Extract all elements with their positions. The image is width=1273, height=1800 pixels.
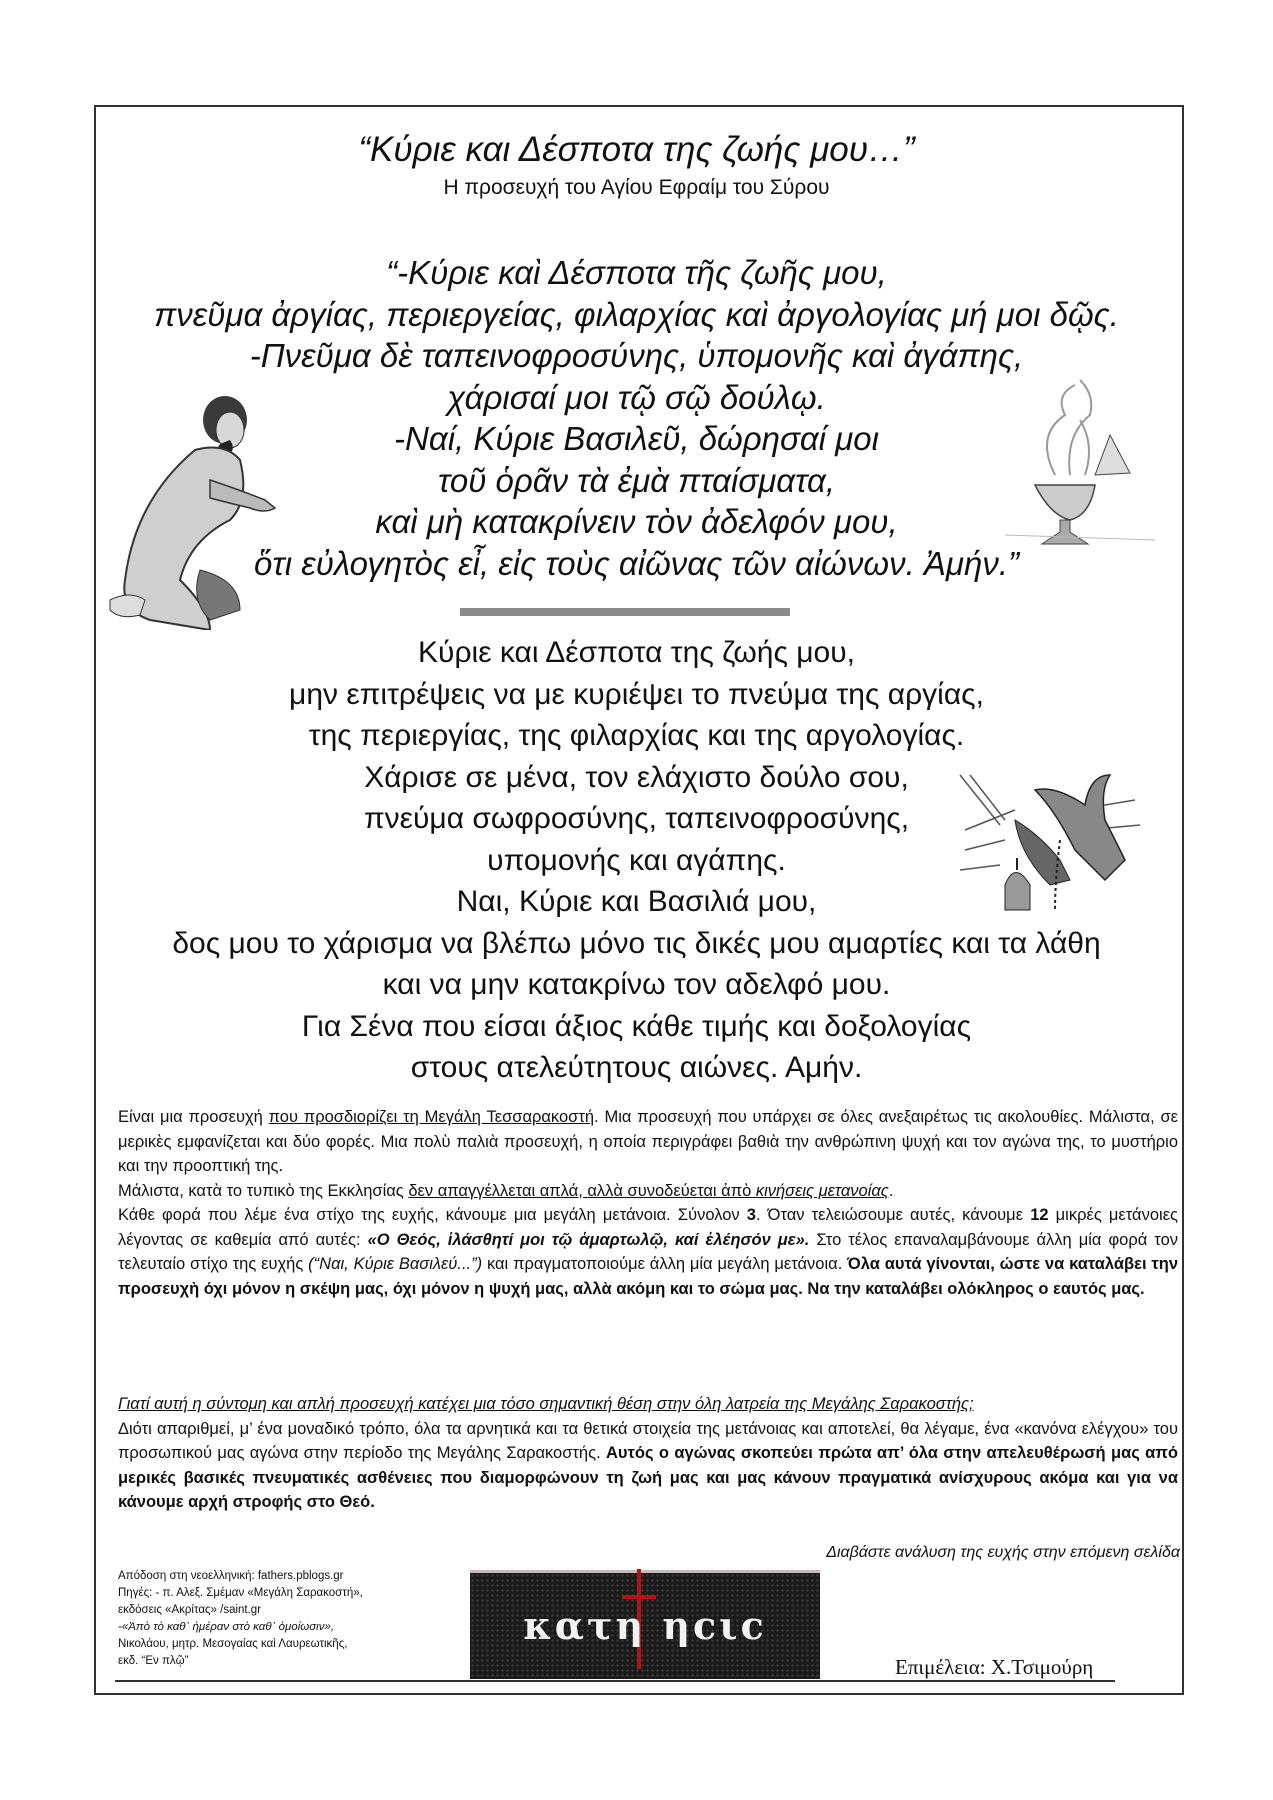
modern-prayer-line: στους ατελεύτητους αιώνες. Αμήν. bbox=[410, 1051, 863, 1084]
modern-prayer-line: Κύριε και Δέσποτα της ζωής μου, bbox=[418, 636, 855, 669]
text-run: και πραγματοποιούμε άλλη μία μεγάλη μετάνοια. bbox=[482, 1255, 848, 1273]
credit-line: Απόδοση στη νεοελληνική: fathers.pblogs.gr bbox=[118, 1570, 344, 1582]
modern-prayer-line: δος μου το χάρισμα να βλέπω μόνο τις δικές μου αμαρτίες και τα λάθη bbox=[172, 926, 1101, 960]
modern-prayer-line: Ναι, Κύριε και Βασιλιά μου, bbox=[456, 885, 817, 918]
credit-line: -«Ἀπὸ τὸ καθ᾽ ἡμέραν στὸ καθ᾽ ὁμοίωσιν», bbox=[118, 1621, 335, 1633]
text-run: . bbox=[888, 1181, 894, 1200]
text-run: Μάλιστα, κατὰ το τυπικὸ της Εκκλησίας bbox=[118, 1181, 409, 1200]
modern-prayer-line: Χάρισε σε μένα, τον ελάχιστο δούλο σου, bbox=[364, 760, 909, 794]
bold-number: 12 bbox=[1030, 1206, 1049, 1224]
text-run: . Όταν τελειώσουμε αυτές, κάνουμε bbox=[755, 1206, 1031, 1224]
underlined-italic-text: κινήσεις μετανοίας bbox=[755, 1181, 889, 1200]
bold-text: Όλα αυτά γίνονται, ώστε να καταλάβει την προσευχὴ όχι μόνον η σκέψη μας, όχι μόνον η ψυχή μας, αλλὰ ακόμη και το σώμα μας. Να την καταλάβει ολόκληρος ο εαυτός μας. bbox=[118, 1255, 1178, 1298]
text-run: . Μια προσευχή που υπάρχει σε όλες ανεξαιρέτως τις ακολουθίες. Μάλιστα, σε μερικὲς εμφανίζεται και δύο φορές. Μια πολὺ παλιὰ προσευχή, η οποία περιγράφει βαθιὰ την ανθρώπινη ψυχή και τον αγώνα της, το μυστήριο και την προοπτική της. bbox=[118, 1108, 1179, 1175]
text-run: Είναι μια προσευχή bbox=[118, 1108, 269, 1126]
text-run: μικρές μετάνοιες λέγοντας σε καθεμία από αυτές: bbox=[118, 1206, 1178, 1249]
commentary-paragraph-1 bbox=[118, 1105, 1178, 1301]
modern-prayer-line: πνεύμα σωφροσύνης, ταπεινοφροσύνης, bbox=[363, 802, 910, 835]
ancient-prayer-line: -Πνεῦμα δὲ ταπεινοφροσύνης, ὑπομονῆς καὶ ἀγάπης, bbox=[249, 337, 1024, 374]
modern-prayer-line: της περιεργίας, της φιλαρχίας και της αργολογίας. bbox=[308, 719, 965, 752]
question-heading: Γιατί αυτή η σύντομη και απλή προσευχή κατέχει μια τόσο σημαντική θέση στην όλη λατρεία της Μεγάλης Σαρακοστής; bbox=[118, 1395, 974, 1413]
ancient-prayer-line: πνεῦμα ἀργίας, περιεργείας, φιλαρχίας καὶ ἀργολογίας μή μοι δῷς. bbox=[154, 295, 1119, 333]
credit-line: Νικολάου, μητρ. Μεσογαίας καὶ Λαυρεωτικῆς, bbox=[118, 1638, 348, 1650]
credit-line: εκδόσεις «Ακρίτας» /saint.gr bbox=[118, 1604, 262, 1616]
ancient-prayer bbox=[0, 252, 1273, 584]
commentary-paragraph-2 bbox=[118, 1392, 1178, 1515]
modern-prayer-line: Για Σένα που είσαι άξιος κάθε τιμής και δοξολογίας bbox=[301, 1009, 972, 1043]
cross-bar bbox=[622, 1595, 656, 1599]
ancient-prayer-line: “-Κύριε καὶ Δέσποτα τῆς ζωῆς μου, bbox=[386, 254, 887, 291]
modern-prayer-line: και να μην κατακρίνω τον αδελφό μου. bbox=[382, 968, 891, 1001]
italic-quote: (“Ναι, Κύριε Βασιλεύ...”) bbox=[308, 1255, 483, 1273]
credits bbox=[118, 1568, 458, 1670]
ancient-prayer-line: χάρισαί μοι τῷ σῷ δούλῳ. bbox=[447, 378, 826, 416]
modern-prayer-line: υπομονής και αγάπης. bbox=[487, 843, 786, 877]
section-divider bbox=[460, 608, 790, 616]
text-run: Διότι απαριθμεί, μ’ ένα μοναδικό τρόπο, όλα τα αρνητικά και τα θετικά στοιχεία της μετάνοιας και αποτελεί, θα λέγαμε, ένα «κανόνα ελέγχου» του προσωπικού μας αγώνα στην περίοδο της Μεγάλης Σαρακοστής. bbox=[118, 1419, 1178, 1462]
bold-number: 3 bbox=[746, 1206, 756, 1224]
ancient-prayer-line: -Ναί, Κύριε Βασιλεῦ, δώρησαί μοι bbox=[394, 420, 879, 457]
text-run: Κάθε φορά που λέμε ένα στίχο της ευχής, κάνουμε μια μεγάλη μετάνοια. Σύνολον bbox=[118, 1206, 747, 1224]
logo-text: κατη ηcιc bbox=[523, 1603, 767, 1648]
bold-italic-quote: «Ο Θεός, ἱλάσθητί μοι τῷ ἁμαρτωλῷ, καί ἐλέησόν με». bbox=[367, 1230, 810, 1249]
credit-line: εκδ. “Εν πλῷ” bbox=[118, 1655, 189, 1667]
ancient-prayer-line: καὶ μὴ κατακρίνειν τὸν ἀδελφόν μου, bbox=[375, 503, 898, 540]
bottom-rule bbox=[115, 1680, 1115, 1682]
ancient-prayer-line: ὅτι εὐλογητὸς εἶ, εἰς τοὺς αἰῶνας τῶν αἰώνων. Ἀμήν.” bbox=[254, 544, 1019, 582]
credit-line: Πηγές: - π. Αλεξ. Σμέμαν «Μεγάλη Σαρακοστή», bbox=[118, 1587, 363, 1599]
underlined-text: δεν απαγγέλλεται απλά, αλλὰ συνοδεύεται ἀπὸ bbox=[408, 1181, 756, 1200]
bold-text: Αυτός ο αγώνας σκοπεύει πρώτα απ’ όλα στην απελευθέρωσή μας από μερικές βασικές πνευματικές ασθένειες που διαμορφώνουν τη ζωή μας και μας κάνουν πραγματικά ανίσχυρους ακόμα και για να κάνουμε αρχή στροφής στο Θεό. bbox=[118, 1444, 1178, 1511]
underlined-text: που προσδιορίζει τη Μεγάλη Τεσσαρακοστή bbox=[268, 1108, 595, 1126]
page-title: “Κύριε και Δέσποτα της ζωής μου…” bbox=[358, 130, 915, 169]
read-next-note: Διαβάστε ανάλυση της ευχής στην επόμενη σελίδα bbox=[826, 1544, 1180, 1561]
editor-credit: Επιμέλεια: Χ.Τσιμούρη bbox=[895, 1655, 1094, 1679]
page-subtitle: Η προσευχή του Αγίου Εφραίμ του Σύρου bbox=[443, 176, 830, 199]
ancient-prayer-line: τοῦ ὁρᾶν τὰ ἐμὰ πταίσματα, bbox=[438, 461, 835, 499]
text-run: Στο τέλος επαναλαμβάνουμε άλλη μία φορά τον τελευταίο στίχο της ευχής bbox=[118, 1230, 1179, 1273]
modern-prayer bbox=[0, 632, 1273, 1089]
katichisis-logo bbox=[470, 1570, 820, 1679]
modern-prayer-line: μην επιτρέψεις να με κυριέψει το πνεύμα της αργίας, bbox=[289, 677, 984, 711]
